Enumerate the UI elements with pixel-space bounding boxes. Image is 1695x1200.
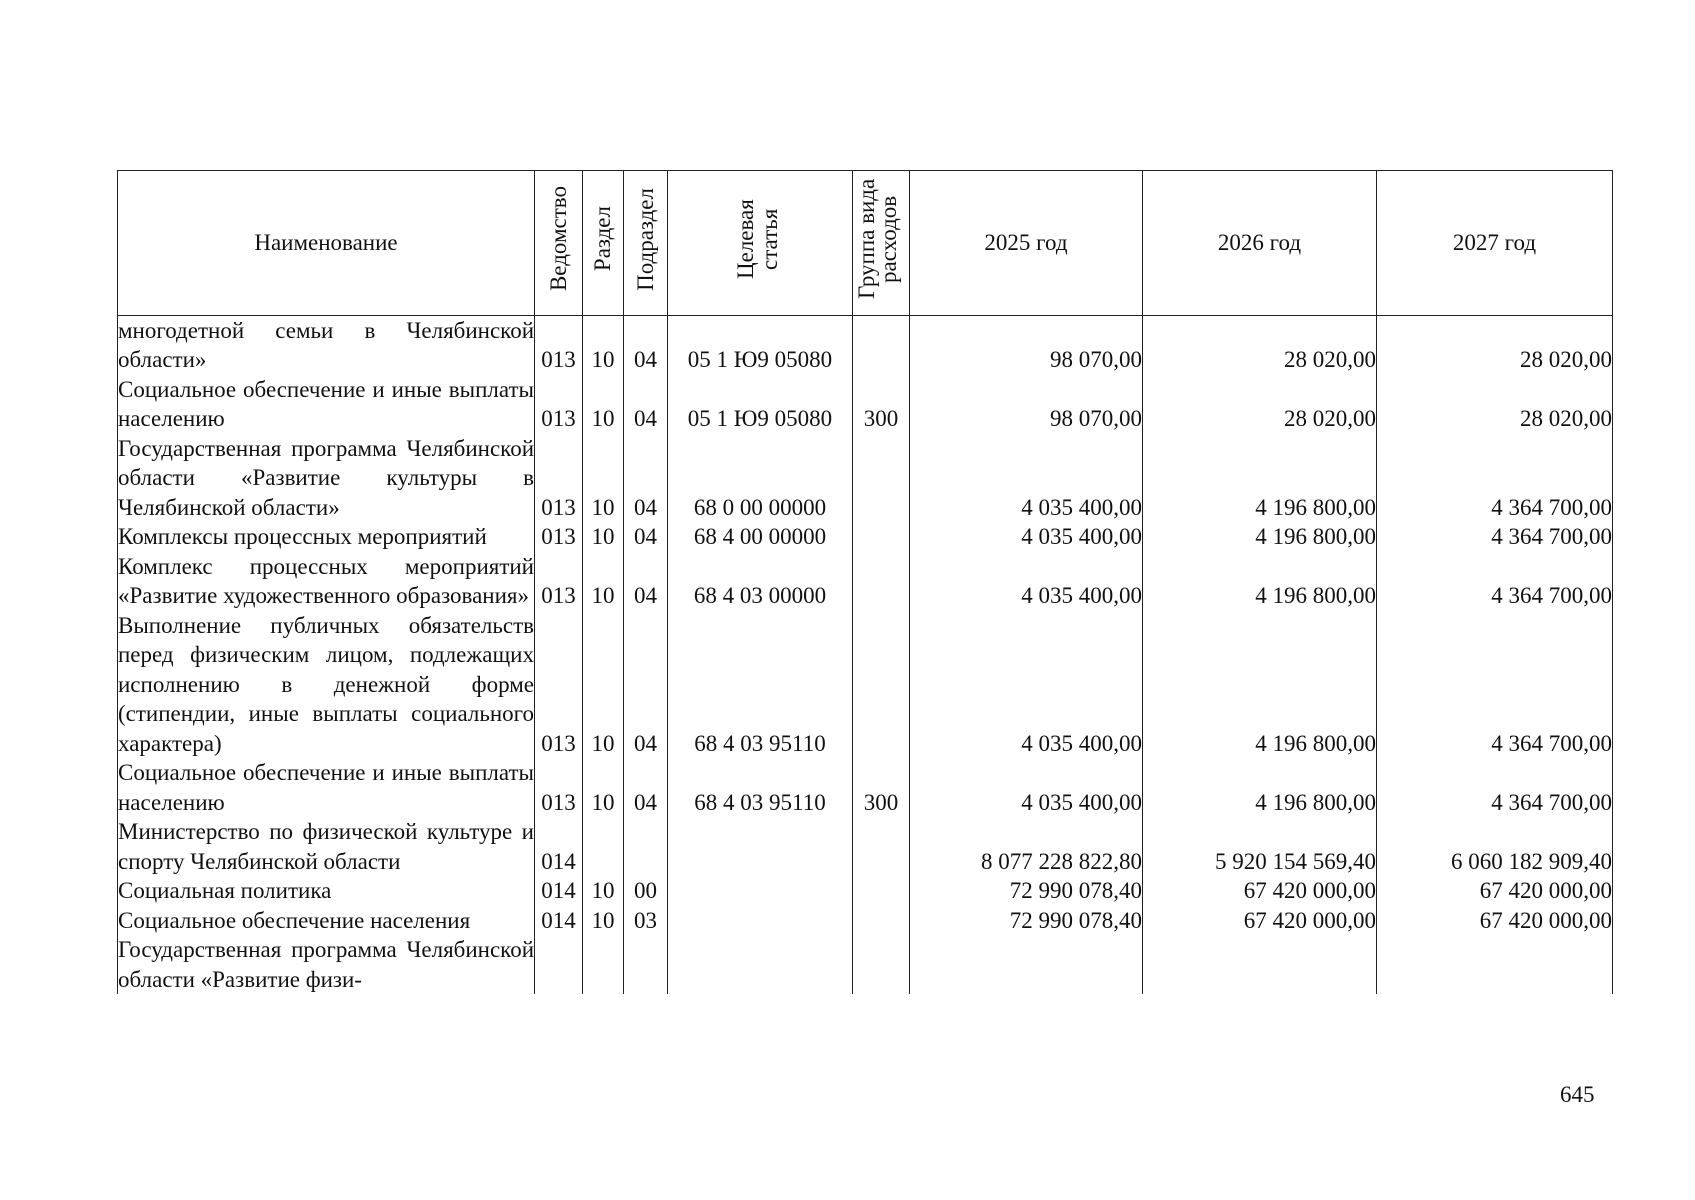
row-subsection: 04 bbox=[624, 434, 668, 523]
row-dept: 013 bbox=[535, 315, 583, 375]
row-target: 68 4 03 00000 bbox=[668, 552, 853, 611]
table-row bbox=[118, 315, 1613, 375]
row-name: Социальная политика bbox=[118, 876, 535, 906]
table-row bbox=[118, 906, 1613, 936]
row-2025: 72 990 078,40 bbox=[910, 906, 1143, 936]
table-row bbox=[118, 375, 1613, 434]
row-2027: 4 364 700,00 bbox=[1377, 758, 1613, 817]
row-group: 300 bbox=[853, 375, 910, 434]
header-2027: 2027 год bbox=[1377, 171, 1613, 316]
table-row bbox=[118, 522, 1613, 552]
row-2026: 4 196 800,00 bbox=[1143, 611, 1377, 759]
row-subsection: 04 bbox=[624, 758, 668, 817]
row-2027: 4 364 700,00 bbox=[1377, 434, 1613, 523]
header-target: Целевая статья bbox=[668, 171, 853, 316]
row-name: Комплекс процессных мероприятий «Развитие художественного образования» bbox=[118, 552, 535, 611]
table-row bbox=[118, 817, 1613, 876]
row-section bbox=[583, 817, 624, 876]
row-2025: 8 077 228 822,80 bbox=[910, 817, 1143, 876]
row-2027: 6 060 182 909,40 bbox=[1377, 817, 1613, 876]
row-dept: 014 bbox=[535, 876, 583, 906]
header-dept: Ведомство bbox=[535, 171, 583, 316]
header-section: Раздел bbox=[583, 171, 624, 316]
row-subsection: 04 bbox=[624, 375, 668, 434]
row-dept: 013 bbox=[535, 434, 583, 523]
row-dept: 013 bbox=[535, 552, 583, 611]
row-2025: 98 070,00 bbox=[910, 315, 1143, 375]
row-subsection bbox=[624, 935, 668, 994]
row-2026: 67 420 000,00 bbox=[1143, 876, 1377, 906]
table-row bbox=[118, 552, 1613, 611]
row-name: Министерство по физической культуре и спорту Челябинской области bbox=[118, 817, 535, 876]
row-2026: 4 196 800,00 bbox=[1143, 758, 1377, 817]
row-section: 10 bbox=[583, 876, 624, 906]
page-number: 645 bbox=[1560, 1082, 1595, 1107]
row-name: Социальное обеспечение населения bbox=[118, 906, 535, 936]
row-dept: 013 bbox=[535, 611, 583, 759]
row-2027: 4 364 700,00 bbox=[1377, 611, 1613, 759]
row-subsection: 04 bbox=[624, 522, 668, 552]
row-subsection: 03 bbox=[624, 906, 668, 936]
row-2027: 28 020,00 bbox=[1377, 375, 1613, 434]
row-2026: 4 196 800,00 bbox=[1143, 552, 1377, 611]
row-2027: 28 020,00 bbox=[1377, 315, 1613, 375]
row-name: Государственная программа Челябинской области «Развитие физи- bbox=[118, 935, 535, 994]
row-2026: 5 920 154 569,40 bbox=[1143, 817, 1377, 876]
row-subsection: 04 bbox=[624, 611, 668, 759]
table-row bbox=[118, 935, 1613, 994]
row-2025: 4 035 400,00 bbox=[910, 552, 1143, 611]
row-target bbox=[668, 876, 853, 906]
row-2026: 4 196 800,00 bbox=[1143, 434, 1377, 523]
row-dept bbox=[535, 935, 583, 994]
row-2025: 4 035 400,00 bbox=[910, 522, 1143, 552]
row-2025: 4 035 400,00 bbox=[910, 611, 1143, 759]
row-2027: 4 364 700,00 bbox=[1377, 522, 1613, 552]
row-name: Социальное обеспечение и иные выплаты населению bbox=[118, 758, 535, 817]
row-target: 05 1 Ю9 05080 bbox=[668, 315, 853, 375]
row-2026 bbox=[1143, 935, 1377, 994]
row-section bbox=[583, 935, 624, 994]
row-subsection: 00 bbox=[624, 876, 668, 906]
row-target: 68 4 03 95110 bbox=[668, 758, 853, 817]
row-2027: 67 420 000,00 bbox=[1377, 876, 1613, 906]
row-target bbox=[668, 935, 853, 994]
row-dept: 013 bbox=[535, 522, 583, 552]
row-2025: 72 990 078,40 bbox=[910, 876, 1143, 906]
row-2025: 4 035 400,00 bbox=[910, 758, 1143, 817]
row-2027 bbox=[1377, 935, 1613, 994]
row-name: Государственная программа Челябинской области «Развитие культуры в Челябинской области» bbox=[118, 434, 535, 523]
table-row bbox=[118, 758, 1613, 817]
row-group bbox=[853, 522, 910, 552]
row-2025: 4 035 400,00 bbox=[910, 434, 1143, 523]
row-target: 68 4 00 00000 bbox=[668, 522, 853, 552]
header-name: Наименование bbox=[118, 171, 535, 316]
table-row bbox=[118, 611, 1613, 759]
row-section: 10 bbox=[583, 375, 624, 434]
row-group bbox=[853, 611, 910, 759]
header-row bbox=[118, 171, 1613, 316]
row-section: 10 bbox=[583, 522, 624, 552]
row-subsection: 04 bbox=[624, 552, 668, 611]
header-2025: 2025 год bbox=[910, 171, 1143, 316]
row-section: 10 bbox=[583, 906, 624, 936]
row-section: 10 bbox=[583, 611, 624, 759]
row-group bbox=[853, 434, 910, 523]
row-section: 10 bbox=[583, 758, 624, 817]
row-group bbox=[853, 315, 910, 375]
row-dept: 013 bbox=[535, 375, 583, 434]
row-2026: 28 020,00 bbox=[1143, 375, 1377, 434]
budget-table bbox=[117, 170, 1613, 994]
row-target bbox=[668, 906, 853, 936]
row-name: многодетной семьи в Челябинской области» bbox=[118, 315, 535, 375]
row-target bbox=[668, 817, 853, 876]
row-2025: 98 070,00 bbox=[910, 375, 1143, 434]
header-2026: 2026 год bbox=[1143, 171, 1377, 316]
row-2025 bbox=[910, 935, 1143, 994]
row-section: 10 bbox=[583, 552, 624, 611]
row-group bbox=[853, 906, 910, 936]
row-target: 68 0 00 00000 bbox=[668, 434, 853, 523]
row-2027: 67 420 000,00 bbox=[1377, 906, 1613, 936]
table-row bbox=[118, 876, 1613, 906]
row-target: 05 1 Ю9 05080 bbox=[668, 375, 853, 434]
row-group: 300 bbox=[853, 758, 910, 817]
row-2026: 4 196 800,00 bbox=[1143, 522, 1377, 552]
row-2027: 4 364 700,00 bbox=[1377, 552, 1613, 611]
row-name: Социальное обеспечение и иные выплаты населению bbox=[118, 375, 535, 434]
row-target: 68 4 03 95110 bbox=[668, 611, 853, 759]
row-group bbox=[853, 552, 910, 611]
header-group: Группа вида расходов bbox=[853, 171, 910, 316]
row-2026: 28 020,00 bbox=[1143, 315, 1377, 375]
row-group bbox=[853, 935, 910, 994]
row-name: Выполнение публичных обязательств перед физическим лицом, подлежащих исполнению в денежной форме (стипендии, иные выплаты социального характера) bbox=[118, 611, 535, 759]
table-row bbox=[118, 434, 1613, 523]
row-group bbox=[853, 817, 910, 876]
row-group bbox=[853, 876, 910, 906]
row-dept: 014 bbox=[535, 817, 583, 876]
row-section: 10 bbox=[583, 315, 624, 375]
header-subsection: Подраздел bbox=[624, 171, 668, 316]
row-dept: 014 bbox=[535, 906, 583, 936]
row-name: Комплексы процессных мероприятий bbox=[118, 522, 535, 552]
row-subsection bbox=[624, 817, 668, 876]
row-2026: 67 420 000,00 bbox=[1143, 906, 1377, 936]
row-dept: 013 bbox=[535, 758, 583, 817]
table-body bbox=[118, 315, 1613, 994]
row-section: 10 bbox=[583, 434, 624, 523]
row-subsection: 04 bbox=[624, 315, 668, 375]
